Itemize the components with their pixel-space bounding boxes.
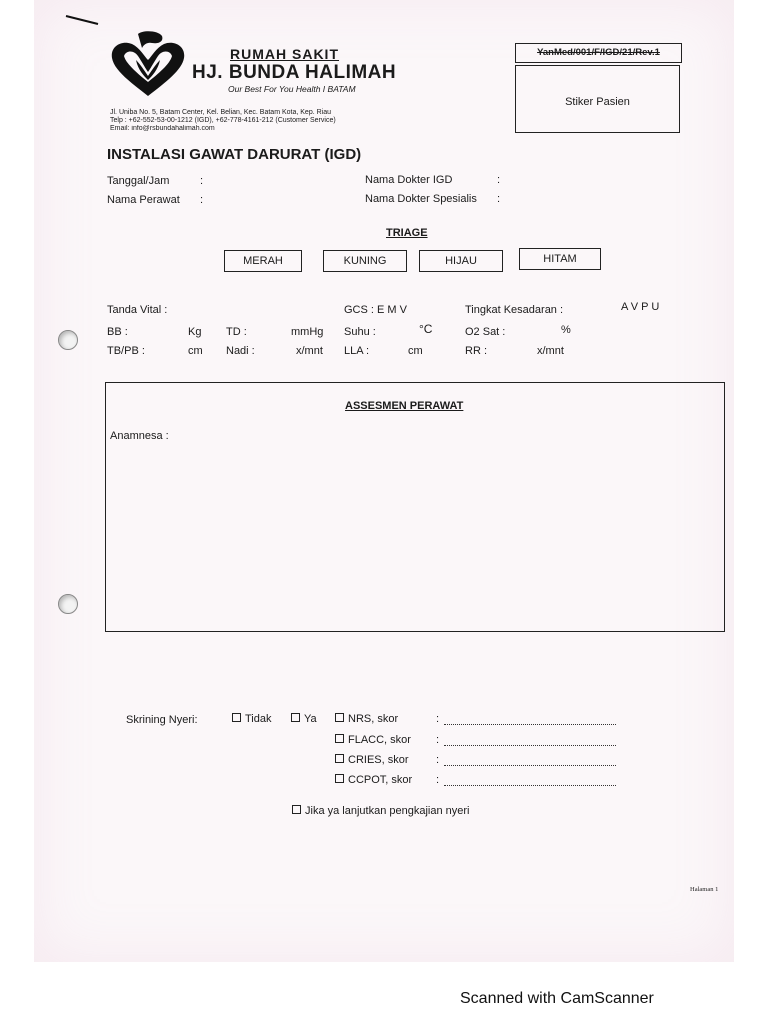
pain-screening-label: Skrining Nyeri: <box>126 714 198 726</box>
tbpb-label: TB/PB : <box>107 345 145 357</box>
checkbox-icon[interactable] <box>335 754 344 763</box>
triage-title: TRIAGE <box>386 227 428 239</box>
suhu-label: Suhu : <box>344 326 376 338</box>
continue-pain-option[interactable] <box>292 805 470 817</box>
triage-hijau-button[interactable]: HIJAU <box>419 250 503 272</box>
cries-option[interactable] <box>335 754 409 766</box>
colon: : <box>497 193 501 205</box>
suhu-unit: °C <box>419 322 433 336</box>
page-number: Halaman 1 <box>690 886 719 893</box>
rr-label: RR : <box>465 345 487 357</box>
bb-unit: Kg <box>188 326 202 338</box>
hospital-name: HJ. BUNDA HALIMAH <box>192 62 397 83</box>
nama-perawat-label: Nama Perawat <box>107 194 180 206</box>
form-title: INSTALASI GAWAT DARURAT (IGD) <box>107 146 362 163</box>
hospital-logo-icon <box>108 30 188 102</box>
nrs-label: NRS, skor <box>348 713 399 725</box>
email-line: Email: info@rsbundahalimah.com <box>110 125 215 132</box>
avpu-scale: A V P U <box>621 301 660 313</box>
o2-label: O2 Sat : <box>465 326 506 338</box>
nama-dokter-spesialis-label: Nama Dokter Spesialis <box>365 193 477 205</box>
rr-unit: x/mnt <box>537 345 564 357</box>
nrs-option[interactable] <box>335 713 398 725</box>
flacc-option[interactable] <box>335 734 411 746</box>
triage-kuning-button[interactable]: KUNING <box>323 250 407 272</box>
td-label: TD : <box>226 326 247 338</box>
checkbox-icon[interactable] <box>335 713 344 722</box>
tbpb-unit: cm <box>188 345 203 357</box>
address-line: Jl. Uniba No. 5, Batam Center, Kel. Belian, Kec. Batam Kota, Kep. Riau <box>110 109 332 116</box>
pain-tidak-option[interactable] <box>232 713 272 725</box>
anamnesa-label: Anamnesa : <box>110 430 169 442</box>
kesadaran-label: Tingkat Kesadaran : <box>465 304 564 316</box>
cries-label: CRIES, skor <box>348 754 409 766</box>
punch-hole-bottom <box>58 594 78 614</box>
anamnesa-area[interactable] <box>110 446 710 622</box>
pain-ya-option[interactable] <box>291 713 317 725</box>
document-code: YanMed/001/F/IGD/21/Rev.1 <box>515 43 682 63</box>
gcs-label: GCS : E M V <box>344 304 407 316</box>
flacc-label: FLACC, skor <box>348 734 411 746</box>
colon: : <box>436 754 440 766</box>
colon: : <box>497 174 501 186</box>
flacc-score-line[interactable] <box>444 737 616 746</box>
triage-hitam-button[interactable]: HITAM <box>519 248 601 270</box>
cries-score-line[interactable] <box>444 757 616 766</box>
triage-merah-button[interactable]: MERAH <box>224 250 302 272</box>
checkbox-icon[interactable] <box>232 713 241 722</box>
colon: : <box>200 194 204 206</box>
checkbox-icon[interactable] <box>291 713 300 722</box>
o2-unit: % <box>561 324 571 336</box>
nadi-unit: x/mnt <box>296 345 323 357</box>
hospital-tagline: Our Best For You Health I BATAM <box>228 84 356 94</box>
punch-hole-top <box>58 330 78 350</box>
colon: : <box>200 175 204 187</box>
checkbox-icon[interactable] <box>335 734 344 743</box>
nama-dokter-igd-label: Nama Dokter IGD <box>365 174 453 186</box>
td-unit: mmHg <box>291 326 324 338</box>
phone-line: Telp : +62-552-53-00-1212 (IGD), +62-778-4161-212 (Customer Service) <box>110 117 336 124</box>
checkbox-icon[interactable] <box>335 774 344 783</box>
ccpot-label: CCPOT, skor <box>348 774 413 786</box>
ccpot-option[interactable] <box>335 774 412 786</box>
colon: : <box>436 734 440 746</box>
assessment-title: ASSESMEN PERAWAT <box>345 400 464 412</box>
checkbox-icon[interactable] <box>292 805 301 814</box>
colon: : <box>436 713 440 725</box>
bb-label: BB : <box>107 326 128 338</box>
lla-label: LLA : <box>344 345 370 357</box>
lla-unit: cm <box>408 345 423 357</box>
tanggal-jam-label: Tanggal/Jam <box>107 175 170 187</box>
patient-sticker-box: Stiker Pasien <box>515 65 680 133</box>
pen-mark <box>64 12 104 28</box>
colon: : <box>436 774 440 786</box>
pain-ya-label: Ya <box>304 713 317 725</box>
scanner-footer: Scanned with CamScanner <box>460 990 654 1007</box>
hospital-type: RUMAH SAKIT <box>230 46 339 62</box>
nrs-score-line[interactable] <box>444 716 616 725</box>
pain-tidak-label: Tidak <box>245 713 272 725</box>
continue-pain-label: Jika ya lanjutkan pengkajian nyeri <box>305 805 470 817</box>
ccpot-score-line[interactable] <box>444 777 616 786</box>
tanda-vital-label: Tanda Vital : <box>107 304 168 316</box>
nadi-label: Nadi : <box>226 345 255 357</box>
